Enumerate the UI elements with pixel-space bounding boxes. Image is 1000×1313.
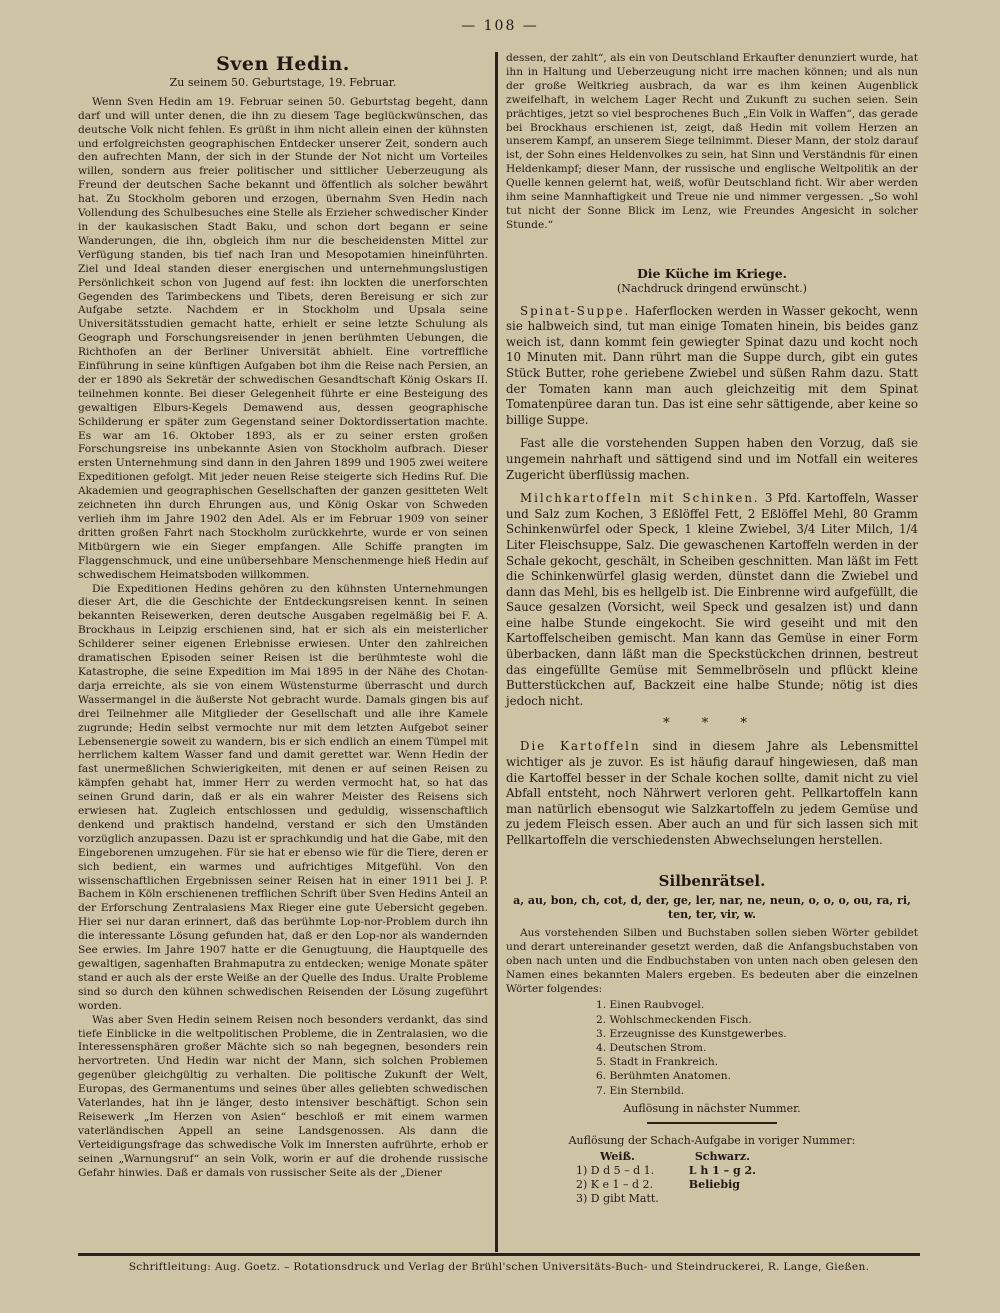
left-column — [78, 52, 488, 1181]
recipes — [506, 304, 918, 849]
article-paragraph: Die Expeditionen Hedins gehören zu den kühnsten Unternehmungen dieser Art, die die Geschichte der Entdeckungsreisen kennt. In seinen bekannten Reisewerken, deren deutsche Ausgaben regelmäßig bei F. A. Brockhaus in Leipzig erschienen sind, hat er sich als ein meisterlicher Schilderer seiner eigenen Erlebnisse erwiesen. Unter den zahlreichen dramatischen Episoden seiner Reisen ist die berühmteste wohl die Katastrophe, die seine Expedition im Mai 1895 in der Nähe des Chotan-darja erreichte, als sie von einem Wüstensturme überrascht und durch Wassermangel in die äußerste Not gebracht wurde. Damals gingen bis auf drei Teilnehmer alle Mitglieder der Gesellschaft und alle ihre Kamele zugrunde; Hedin selbst vermochte nur mit dem letzten Aufgebot seiner Lebensenergie soweit zu wandern, bis er sich endlich an einem Tümpel mit herrlichem kaltem Wasser fand und damit gerettet war. Wenn Hedin der fast unermeßlichen Schwierigkeiten, mit denen er auf seinen Reisen zu kämpfen gehabt hat, immer Herr zu werden vermocht hat, so hat das seinen Grund darin, daß er als ein wahrer Meister des Reisens sich erwiesen hat. Zugleich entschlossen und geduldig, wissenschaftlich denkend und praktisch handelnd, verstand er sich den Umständen vorzüglich anzupassen. Dazu ist er sprachkundig und hat die Gabe, mit den Eingeborenen umzugehen. Für sie hat er ebenso wie für die Tiere, deren er sich bedient, ein warmes und aufrichtiges Mitgefühl. Von den wissenschaftlichen Ergebnissen seiner Reisen hat in einer 1911 bei J. P. Bachem in Köln erschienenen trefflichen Schrift über Sven Hedins Anteil an der Erforschung Zentralasiens Max Rieger eine gute Uebersicht gegeben. Hier sei nur daran erinnert, daß das berühmte Lop-nor-Problem durch ihn die interessante Lösung gefunden hat, daß er den Lop-nor als wandernden See erwies. Im Jahre 1907 hatte er die Genugtuung, die Hauptquelle des gewaltigen, sagenhaften Brahmaputra zu entdecken; wenige Monate später stand er auch als der erste Weiße an der Quelle des Indus. Uralte Probleme sind so durch den kühnen schwedischen Reisenden der Lösung zugeführt worden. — [78, 582, 488, 1012]
recipe-text: sind in diesem Jahre als Lebensmittel wichtiger als je zuvor. Es ist häufig darauf hingewiesen, daß man die Kartoffel besser in der Schale kochen sollte, damit nicht zu viel Abfall entsteht, noch Nährwert verloren geht. Pellkartoffeln kann man natürlich ebensogut wie Salzkartoffeln zu jedem Gemüse und zu jedem Fleisch essen. Aber auch an und für sich lassen sich mit Pellkartoffeln die verschiedensten Abwechselungen herstellen. — [506, 739, 918, 847]
chess-title: Auflösung der Schach-Aufgabe in voriger Nummer: — [568, 1133, 856, 1147]
recipe-name: Die Kartoffeln — [520, 739, 641, 754]
recipe-milk-potatoes — [506, 491, 918, 709]
footer-imprint: Schriftleitung: Aug. Goetz. – Rotationsdruck und Verlag der Brühl'schen Universitäts-Buch- und Steindruckerei, R. Lange, Gießen. — [128, 1261, 870, 1273]
section-stars: * * * — [663, 716, 761, 732]
riddle-clue: 7. Ein Sternbild. — [596, 1084, 685, 1097]
riddle-clue: 4. Deutschen Strom. — [596, 1042, 707, 1055]
article-subtitle: Zu seinem 50. Geburtstage, 19. Februar. — [169, 75, 397, 89]
riddle-clues — [596, 998, 918, 1097]
chess-black-move: Beliebig — [688, 1177, 740, 1191]
recipe-text: 3 Pfd. Kartoffeln, Wasser und Salz zum Kochen, 3 Eßlöffel Fett, 2 Eßlöffel Mehl, 80 Gramm Schinkenwürfel oder Speck, 1 kleine Zwiebel, 3/4 Liter Milch, 1/4 Liter Fleischsuppe, Salz. Die gewaschenen Kartoffeln werden in der Schale gekocht, geschält, in Scheiben geschnitten. Man läßt im Fett die Schinkenwürfel glasig werden, dünstet dann die Zwiebel und dann das Mehl, bis es hellgelb ist. Die Einbrenne wird aufgefüllt, die Sauce gesalzen (Vorsicht, weil Speck und gesalzen ist) und dann eine halbe Stunde eingekocht. Sie wird geseiht und mit den Kartoffelscheiben gemischt. Man kann das Gemüse in einer Form überbacken, dann läßt man die Speckstückchen drinnen, bestreut das eingefüllte Gemüse mit Semmelbröseln und pflückt kleine Butterstückchen auf, Backzeit eine halbe Stunde; nötig ist dies jedoch nicht. — [506, 491, 919, 708]
recipe-name: Spinat-Suppe. — [520, 303, 631, 318]
chess-black-move — [689, 1192, 786, 1206]
chess-solution — [576, 1150, 786, 1206]
chess-black-move: L h 1 – g 2. — [688, 1163, 756, 1177]
riddle-syllables: a, au, bon, ch, cot, d, der, ge, ler, nar, ne, neun, o, o, o, ou, ra, ri, ten, ter, vir, w. — [513, 894, 911, 922]
riddle-clue: 1. Einen Raubvogel. — [596, 999, 705, 1012]
riddle-clue: 5. Stadt in Frankreich. — [596, 1056, 719, 1069]
riddle-clue: 6. Berühmten Anatomen. — [596, 1070, 731, 1083]
chess-white-move: 3) D gibt Matt. — [576, 1191, 659, 1205]
chess-black-head: Schwarz. — [694, 1149, 750, 1163]
riddle-title: Silbenrätsel. — [658, 871, 766, 890]
article-title: Sven Hedin. — [216, 53, 350, 75]
recipe-potatoes — [506, 739, 918, 848]
chess-white-move: 1) D d 5 – d 1. — [576, 1163, 655, 1177]
recipe-name: Milchkartoffeln mit Schinken. — [520, 491, 760, 506]
section-divider — [647, 1122, 777, 1124]
recipe-note: Fast alle die vorstehenden Suppen haben den Vorzug, daß sie ungemein nahrhaft und sättigend sind und im Notfall ein weiteres Zugericht überflüssig machen. — [506, 436, 918, 482]
article-continuation: dessen, der zahlt“, als ein von Deutschland Erkaufter denunziert wurde, hat ihn in Haltung und Ueberzeugung nicht irre machen können; und als nun der große Weltkrieg ausbrach, da war es ihm keinen Augenblick zweifelhaft, in welchem Lager Recht und Zukunft zu suchen seien. Sein prächtiges, jetzt so viel besprochenes Buch „Ein Volk in Waffen“, das gerade bei Brockhaus erschienen ist, zeigt, daß Hedin mit vollem Herzen an unserem Kampf, an unserem Siege teilnimmt. Dieser Mann, der stolz darauf ist, der Sohn eines Heldenvolkes zu sein, hat Sinn und Verständnis für einen Heldenkampf; dieser Mann, der russische und englische Weltpolitik an der Quelle kennen gelernt hat, weiß, wofür Deutschland ficht. Wir aber werden ihm seine Mannhaftigkeit und Treue nie und nimmer vergessen. „So wohl tut nicht der Sonne Blick im Lenz, wie Freundes Angesicht in solcher Stunde.“ — [506, 52, 918, 231]
recipe-text: Haferflocken werden in Wasser gekocht, wenn sie halbweich sind, tut man einige Tomaten hinein, bis beides ganz weich ist, dann kommt fein gewiegter Spinat dazu und kocht noch 10 Minuten mit. Dann rührt man die Suppe durch, gibt ein gutes Stück Butter, rohe geriebene Zwiebel und süßen Rahm dazu. Statt der Tomaten kann man auch gleichzeitig mit dem Spinat Tomatenpüree daran tun. Das ist eine sehr sättigende, aber keine so billige Suppe. — [506, 303, 918, 427]
article-paragraph: Wenn Sven Hedin am 19. Februar seinen 50. Geburtstag begeht, dann darf und will unter denen, die ihn zu diesem Tage beglückwünschen, das deutsche Volk nicht fehlen. Es grüßt in ihm nicht allein einen der kühnsten und erfolgreichsten geographischen Entdecker unserer Zeit, sondern auch den aufrechten Mann, der sich in der Stunde der Not nicht um Vorteiles willen, sondern aus freier politischer und sittlicher Ueberzeugung als Freund der deutschen Sache bekannt und öffentlich als solcher bewährt hat. Zu Stockholm geboren und erzogen, übernahm Sven Hedin nach Vollendung des Schulbesuches eine Stelle als Erzieher schwedischer Kinder in der kaukasischen Stadt Baku, und schon dort begann er seine Wanderungen, die ihn, obgleich ihm nur die bescheidensten Mittel zur Verfügung standen, bis tief nach Iran und Mesopotamien hineinführten. Ziel und Ideal standen dieser energischen und unternehmungslustigen Persönlichkeit schon von Jugend auf fest: ihn lockten die unerforschten Gegenden des Tarimbeckens und Tibets, deren Bereisung er sich zur Aufgabe setzte. Nachdem er in Stockholm und Upsala seine Universitätsstudien gemacht hatte, erhielt er seine letzte Schulung als Geograph und Forschungsreisender in jenen berühmten Uebungen, die Richthofen an der Berliner Universität abhielt. Eine vortreffliche Einführung in seine künftigen Aufgaben bot ihm die Reise nach Persien, an der er 1890 als Sekretär der schwedischen Gesandtschaft König Oskars II. teilnehmen konnte. Bei dieser Gelegenheit führte er eine Besteigung des gewaltigen Elburs-Kegels Demawend aus, dessen geographische Schilderung er später zum Gegenstand seiner Doktordissertation machte. Es war am 16. Oktober 1893, als er zu seiner ersten großen Forschungsreise ins unbekannte Asien von Stockholm aufbrach. Dieser ersten Unternehmung sind dann in den Jahren 1899 und 1905 zwei weitere Expeditionen gefolgt. Mit jeder neuen Reise steigerte sich Hedins Ruf. Die Akademien und geographischen Gesellschaften der ganzen gesitteten Welt zeichneten ihn durch Ehrungen aus, und König Oskar von Schweden verlieh ihm im Jahre 1902 den Adel. Als er im Februar 1909 von seiner dritten großen Fahrt nach Stockholm zurückkehrte, wurde er von seinen Mitbürgern wie ein Sieger empfangen. Alle Schiffe prangten im Flaggenschmuck, und eine unübersehbare Menschenmenge hieß Hedin auf schwedischem Heimatsboden willkommen. — [78, 95, 488, 581]
riddle-clue: 2. Wohlschmeckenden Fisch. — [596, 1013, 752, 1026]
page-number: — 108 — — [461, 18, 539, 34]
chess-white-head: Weiß. — [599, 1149, 635, 1163]
column-divider — [495, 52, 498, 1252]
chess-white-move: 2) K e 1 – d 2. — [576, 1177, 654, 1191]
kitchen-title: Die Küche im Kriege. — [636, 265, 788, 281]
kitchen-note: (Nachdruck dringend erwünscht.) — [617, 281, 807, 295]
riddle-clue: 3. Erzeugnisse des Kunstgewerbes. — [596, 1027, 787, 1040]
riddle-intro: Aus vorstehenden Silben und Buchstaben sollen sieben Wörter gebildet und derart untereinander gesetzt werden, daß die Anfangsbuchstaben von oben nach unten und die Endbuchstaben von unten nach oben gelesen den Namen eines bekannten Malers ergeben. Es bedeuten aber die einzelnen Wörter folgendes: — [506, 927, 918, 996]
right-column — [506, 52, 918, 1206]
riddle-solution-note: Auflösung in nächster Nummer. — [623, 1101, 801, 1115]
article-paragraph: Was aber Sven Hedin seinem Reisen noch besonders verdankt, das sind tiefe Einblicke in die weltpolitischen Probleme, die in Zentralasien, wo die Interessensphären großer Mächte sich so nah begegnen, besonders rein hervortreten. Und Hedin war nicht der Mann, sich solchen Problemen gegenüber gleichgültig zu verhalten. Die politische Zukunft der Welt, Europas, des Germanentums und seines über alles geliebten schwedischen Vaterlandes, hat ihn je länger, desto intensiver beschäftigt. Schon sein Reisewerk „Im Herzen von Asien“ beschloß er mit einem warmen vaterländischen Appell an seine Landsgenossen. Als dann die Verteidigungsfrage das schwedische Volk im Innersten aufrührte, erhob er seinen „Warnungsruf“ an sein Volk, worin er auf die drohende russische Gefahr hinwies. Daß er damals von russischer Seite als der „Diener — [78, 1013, 488, 1179]
recipe-spinach — [506, 304, 918, 429]
footer-divider — [78, 1253, 920, 1256]
